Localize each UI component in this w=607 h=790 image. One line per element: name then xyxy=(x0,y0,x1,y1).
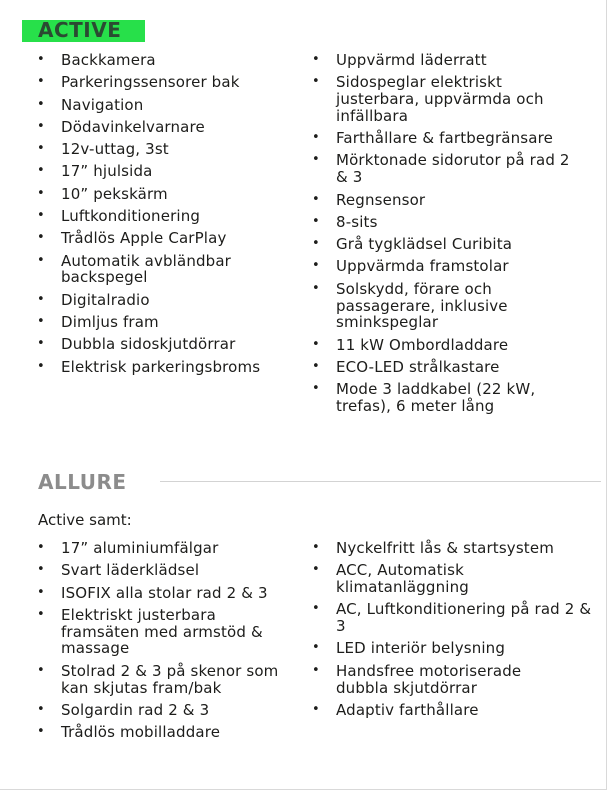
list-item: • Digitalradio xyxy=(37,292,299,309)
active-left-list xyxy=(37,52,299,381)
list-item: • Solskydd, förare och passagerare, inklusive sminkspeglar xyxy=(312,281,536,331)
list-item: • Stolrad 2 & 3 på skenor som kan skjutas fram/bak xyxy=(37,663,307,697)
list-item: • Farthållare & fartbegränsare xyxy=(312,130,588,147)
allure-left-list xyxy=(37,540,299,746)
list-item: • Adaptiv farthållare xyxy=(312,702,588,719)
list-item: • 10” pekskärm xyxy=(37,186,299,203)
list-item: • 8-sits xyxy=(312,214,588,231)
allure-right-list xyxy=(312,539,592,724)
list-item: • Svart läderklädsel xyxy=(37,562,299,579)
list-item: • Solgardin rad 2 & 3 xyxy=(37,702,299,719)
list-item: • 12v-uttag, 3st xyxy=(37,141,299,158)
list-item: • Uppvärmda framstolar xyxy=(312,258,588,275)
list-item: • Trådlös Apple CarPlay xyxy=(37,230,299,247)
active-header xyxy=(0,8,607,42)
active-title: ACTIVE xyxy=(38,18,122,42)
list-item: • Nyckelfritt lås & startsystem xyxy=(312,540,588,557)
allure-intro: Active samt: xyxy=(38,511,132,529)
list-item: • 17” hjulsida xyxy=(37,163,299,180)
list-item: • Navigation xyxy=(37,97,299,114)
list-item: • Mörktonade sidorutor på rad 2 & 3 xyxy=(312,152,572,186)
allure-header xyxy=(0,462,607,496)
list-item: • Luftkonditionering xyxy=(37,208,299,225)
list-item: • Grå tygklädsel Curibita xyxy=(312,236,588,253)
list-item: • AC, Luftkonditionering på rad 2 & 3 xyxy=(312,601,592,635)
list-item: • Handsfree motoriserade dubbla skjutdörrar xyxy=(312,663,546,697)
list-item: • ISOFIX alla stolar rad 2 & 3 xyxy=(37,585,299,602)
list-item: • Elektrisk parkeringsbroms xyxy=(37,359,299,376)
list-item: • ECO-LED strålkastare xyxy=(312,359,588,376)
list-item: • Trådlös mobilladdare xyxy=(37,724,299,741)
list-item: • 17” aluminiumfälgar xyxy=(37,540,299,557)
list-item: • Parkeringssensorer bak xyxy=(37,74,299,91)
section-divider xyxy=(160,481,601,482)
list-item: • Mode 3 laddkabel (22 kW, trefas), 6 meter lång xyxy=(312,381,566,415)
active-right-list xyxy=(312,52,588,420)
list-item: • Dimljus fram xyxy=(37,314,299,331)
list-item: • ACC, Automatisk klimatanläggning xyxy=(312,562,516,596)
list-item: • Backkamera xyxy=(37,52,299,69)
list-item: • Uppvärmd läderratt xyxy=(312,52,588,69)
list-item: • 11 kW Ombordladdare xyxy=(312,337,588,354)
list-item: • Dödavinkelvarnare xyxy=(37,119,299,136)
list-item: • Sidospeglar elektriskt justerbara, uppvärmda och infällbara xyxy=(312,74,572,124)
allure-title: ALLURE xyxy=(38,470,127,494)
list-item: • Regnsensor xyxy=(312,192,588,209)
list-item: • LED interiör belysning xyxy=(312,640,588,657)
list-item: • Automatik avbländbar backspegel xyxy=(37,253,271,287)
list-item: • Elektriskt justerbara framsäten med armstöd & massage xyxy=(37,607,287,657)
list-item: • Dubbla sidoskjutdörrar xyxy=(37,336,299,353)
